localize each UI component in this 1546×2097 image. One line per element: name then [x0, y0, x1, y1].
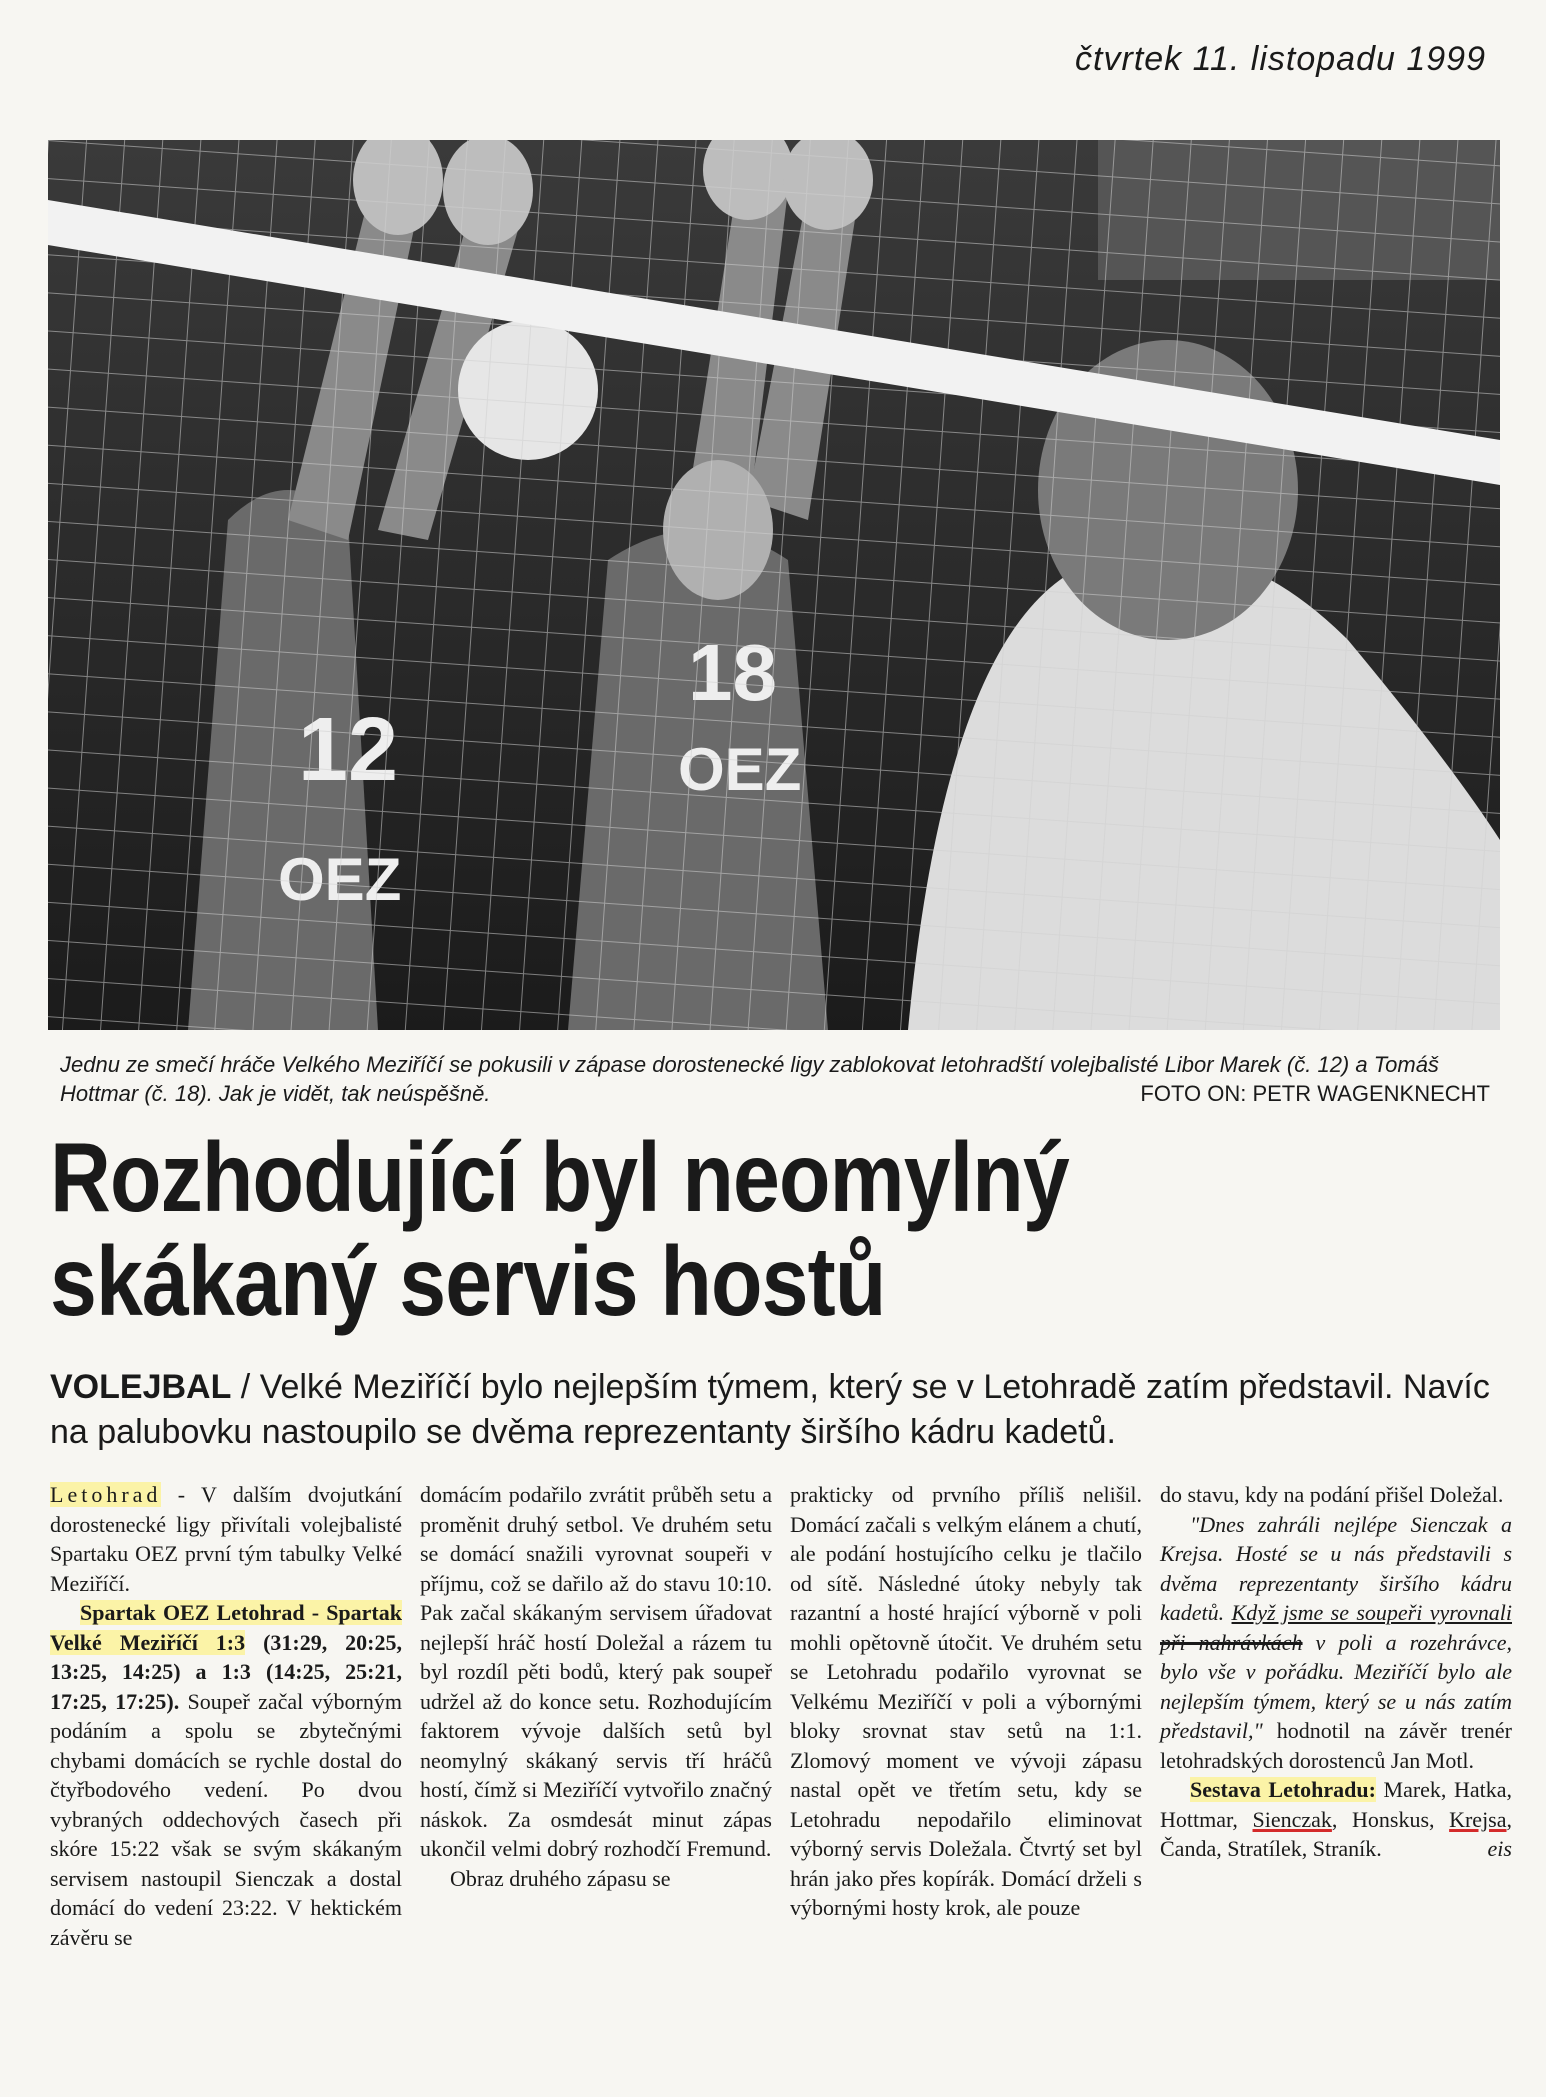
set-scores: (31:29, 20:25, 13:25, 14:25) a 1:3 (14:25, 25:21, 17:25, 17:25). [50, 1629, 403, 1714]
lineup-label: Sestava Letohradu: [1190, 1777, 1376, 1802]
coach-quote [1160, 1510, 1512, 1776]
section-separator: / [231, 1368, 260, 1406]
subhead-text: Velké Meziříčí bylo nejlepším týmem, který se v Letohradě zatím představil. Navíc na palubovku nastoupilo se dvěma reprezentanty širšího kádru kadetů. [50, 1368, 1490, 1451]
article-headline [50, 1122, 1306, 1336]
column-2 [420, 1480, 772, 2080]
volleyball-photo [48, 140, 1500, 1030]
lineup-name-sienczak: Sienczak [1252, 1806, 1332, 1832]
issue-date: čtvrtek 11. listopadu 1999 [1075, 40, 1486, 78]
intro-text: - V dalším dvojutkání dorostenecké ligy přivítali volejbalisté Spartaku OEZ první tým tabulky Velké Meziříčí. [50, 1482, 402, 1596]
column-3 [790, 1480, 1142, 2080]
column-2-paragraph-2: Obraz druhého zápasu se [450, 1865, 671, 1891]
quote-struck-text: při nahrávkách [1160, 1629, 1303, 1655]
author-signature: eis [1487, 1836, 1512, 1861]
photo-credit: FOTO ON: PETR WAGENKNECHT [1140, 1081, 1490, 1106]
lineup-names-c: , Honskus, [1331, 1806, 1450, 1832]
lineup [1160, 1775, 1512, 1864]
column-4-paragraph-1: do stavu, kdy na podání přišel Doležal. [1160, 1482, 1504, 1507]
column-1 [50, 1480, 402, 2080]
article-subhead [50, 1365, 1510, 1455]
match-result: Spartak OEZ Letohrad - Spartak Velké Meziříčí 1:3 [50, 1600, 402, 1655]
headline-line-2: skákaný servis hostů [50, 1226, 886, 1336]
column-2-paragraph-1: domácím podařilo zvrátit průběh setu a proměnit druhý setbol. Ve druhém setu se domácí snažili vyrovnat soupeři v příjmu, což se dařilo až do stavu 10:10. Pak začal skákaným servisem úřadovat nejlepší hráč hostí Doležal a rázem tu byl rozdíl pěti bodů, který pak soupeř udržel až do konce setu. Rozhodujícím faktorem vývoje dalších setů byl neomylný skákaný servis tří hráčů hostí, čímž si Meziříčí vytvořilo značný náskok. Za osmdesát minut zápas ukončil velmi dobrý rozhodčí Fremund. [420, 1482, 772, 1861]
quote-attribution: hodnotil na závěr trenér letohradských dorostenců Jan Motl. [1160, 1718, 1512, 1773]
section-label: VOLEJBAL [50, 1368, 232, 1406]
caption-text: Jednu ze smečí hráče Velkého Meziříčí se pokusili v zápase dorostenecké ligy zablokovat letohradští volejbalisté Libor Marek (č. 12) a Tomáš Hottmar (č. 18). Jak je vidět, tak neúspěšně. [60, 1052, 1439, 1106]
quote-part-a: "Dnes zahráli nejlépe Sienczak a Krejsa. Hosté se u nás představili s dvěma reprezentanty širšího kádru kadetů. [1160, 1511, 1512, 1625]
volleyball-photo-illustration [48, 140, 1500, 1030]
column-3-paragraph-1: prakticky od prvního příliš nelišil. Domácí začali s velkým elánem a chutí, ale podání hostujícího celku je tlačilo od sítě. Následné útoky nebyly tak razantní a hosté hrající výborně v poli mohli opětovně útočit. Ve druhém setu se Letohradu podařilo vyrovnat se Velkému Meziříčí v poli a výbornými bloky srovnat stav setů na 1:1. Zlomový moment ve vývoji zápasu nastal opět ve třetím setu, kdy se Letohradu nepodařilo eliminovat výborný servis Doležala. Čtvrtý set byl hrán jako přes kopírák. Domácí drželi s výbornými hosty krok, ale pouze [790, 1482, 1142, 1920]
dateline-place: Letohrad [50, 1482, 162, 1507]
lineup-name-krejsa: Krejsa [1449, 1806, 1507, 1832]
photo-caption [60, 1050, 1490, 1108]
lineup-names-e: , Čanda, Stratílek, Straník. [1160, 1806, 1513, 1861]
quote-part-b: Když jsme se soupeři vyrovnali [1231, 1600, 1512, 1625]
article-body [50, 1480, 1512, 2080]
lineup-names-a: Marek, Hatka, Hottmar, [1160, 1777, 1512, 1832]
column-4 [1160, 1480, 1512, 2080]
quote-part-c: v poli a rozehrávce, bylo vše v pořádku. Meziříčí bylo ale nejlepším týmem, který se u nás zatím představil," [1160, 1629, 1513, 1743]
headline-line-1: Rozhodující byl neomylný [50, 1122, 1069, 1232]
column-1-body: Soupeř začal výborným podáním a spolu se zbytečnými chybami domácích se rychle dostal do čtyřbodového vedení. Po dvou vybraných oddechových časech při skóre 15:22 však se svým skákaným servisem nastoupil Sienczak a dostal domácí do vedení 23:22. V hektickém závěru se [50, 1688, 402, 1950]
